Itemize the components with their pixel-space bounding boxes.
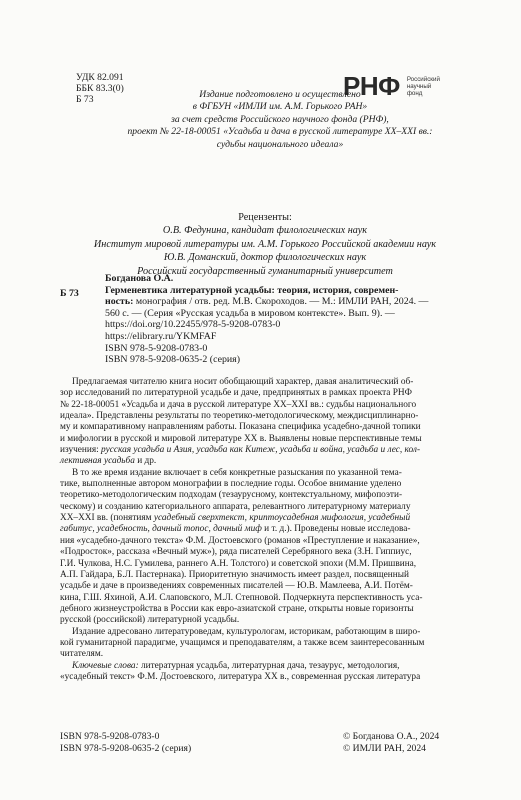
text-run: изучения:: [60, 445, 102, 456]
catalog-code: Б 73: [60, 288, 79, 299]
logo-text-line: научный: [406, 82, 432, 90]
abstract-line: ческому) и созданию категориального аппарата, релевантного литературному материалу: [60, 501, 411, 512]
abstract-line: идеала». Представлены результаты по теоретико-методологическому, междисциплинарно-: [60, 411, 419, 422]
funding-note: [90, 89, 470, 151]
abstract-line: и мифологии в русской и мировой литературе XX в. Выявлены новые перспективные темы: [60, 433, 422, 444]
abstract-line: тике, выполненные автором монографии в последние годы. Особое внимание уделено: [60, 479, 402, 490]
reviewer-line: Ю.В. Доманский, доктор филологических наук: [163, 252, 367, 264]
abstract-line: усадьбе и даче в произведениях современных писателей — Ю.В. Мамлеева, А.И. Потём-: [60, 581, 413, 592]
logo-text-line: фонд: [406, 89, 423, 97]
abstract-line: му и компаративному направлениям работы. Показана специфика усадебно-дачной топики: [60, 422, 421, 433]
abstract-line: Г.И. Чулкова, Н.С. Гумилева, раннего А.Н. Толстого) и советской эпохи (М.М. Пришвина,: [60, 558, 417, 569]
abstract-line: № 22-18-00051 «Усадьба и дача в русской литературе XX–XXI вв.: судьбы национального: [60, 399, 417, 410]
catalog-title-line: Герменевтика литературной усадьбы: теория, история, современ-: [105, 284, 399, 296]
reviewer-line: Российский государственный гуманитарный университет: [137, 265, 393, 277]
copyright-line: © ИМЛИ РАН, 2024: [343, 743, 426, 754]
text-run: и т. д.). Проведены новые исследова-: [261, 524, 411, 535]
catalog-record: [105, 273, 471, 366]
footer-copyright: [343, 731, 439, 755]
copyright-line: © Богданова О.А., 2024: [343, 731, 440, 742]
abstract-line: [60, 456, 471, 467]
logo-text-line: Российский: [406, 75, 440, 83]
abstract: [60, 377, 471, 683]
catalog-title-end: ность:: [105, 296, 134, 308]
catalog-elibrary: https://elibrary.ru/YKMFAF: [105, 330, 217, 342]
reviewer-line: О.В. Федунина, кандидат филологических наук: [162, 225, 368, 237]
abstract-line: кой гуманитарной парадигме, учащимся и преподавателям, а также всем заинтересованным: [60, 637, 425, 648]
catalog-isbn-series: ISBN 978-5-9208-0635-2 (серия): [105, 354, 241, 366]
abstract-line: ния «усадебно-дачного текста» Ф.М. Достоевского (романов «Преступление и наказание»,: [60, 535, 420, 546]
catalog-imprint: монография / отв. ред. М.В. Скороходов. — М.: ИМЛИ РАН, 2024. —: [133, 296, 429, 308]
reviewers-heading: Рецензенты:: [238, 212, 292, 223]
udk-code: УДК 82.091: [76, 72, 124, 83]
catalog-author: Богданова О.А.: [105, 273, 174, 284]
abstract-line: Издание адресовано литературоведам, культурологам, историкам, работающим в широ-: [72, 626, 421, 637]
funding-line: в ФГБУН «ИМЛИ им. А.М. Горького РАН»: [192, 101, 368, 113]
abstract-line: [60, 524, 471, 535]
catalog-isbn: ISBN 978-5-9208-0783-0: [105, 342, 208, 354]
footer-isbn: [60, 731, 191, 755]
abstract-line: читателям.: [60, 649, 104, 660]
author-mark: Б 73: [76, 94, 94, 105]
abstract-line: «Подросток», рассказа «Вечный муж»), ряда писателей Серебряного века (З.Н. Гиппиус,: [60, 547, 412, 558]
abstract-line: [60, 513, 471, 524]
abstract-line: Предлагаемая читателю книга носит обобщающий характер, давая аналитический об-: [72, 377, 414, 387]
text-run: XX–XXI вв. (понятиям: [60, 513, 154, 524]
abstract-line: А.П. Гайдара, Б.Л. Пастернака). Приоритетную значимость имеет раздел, посвященный: [60, 569, 409, 580]
abstract-line: В то же время издание включает в себя конкретные разыскания по указанной тема-: [72, 467, 402, 478]
bbk-code: ББК 83.3(0): [76, 83, 124, 94]
abstract-line: зор исследований по литературной усадьбе и даче, предпринятых в рамках проекта РНФ: [60, 388, 412, 399]
footer-isbn-line: ISBN 978-5-9208-0783-0: [60, 731, 160, 742]
keywords-label: Ключевые слова:: [72, 660, 139, 671]
footer-isbn-line: ISBN 978-5-9208-0635-2 (серия): [60, 743, 192, 754]
abstract-line: теоретико-методологическим подходам (тезаурусному, контекстуальному, мифопоэти-: [60, 490, 403, 501]
rnf-logo-mark: РНФ: [343, 71, 400, 101]
keywords-text: литературная усадьба, литературная дача, тезаурус, методология,: [138, 660, 400, 671]
funding-line: проект № 22-18-00051 «Усадьба и дача в русской литературе XX–XXI вв.:: [127, 126, 433, 138]
abstract-line: дебного жизнеустройства в России как евро-азиатской стране, открыты новые горизонты: [60, 603, 414, 614]
text-run-italic: русская усадьба и Азия, усадьба как Китеж, усадьба и война, усадьба и лес, кол-: [101, 445, 421, 456]
abstract-line: кина, Г.Ш. Яхиной, А.И. Слаповского, М.Л. Степновой. Подчеркнута перспективность уса-: [60, 592, 423, 603]
keywords-line: [60, 661, 471, 672]
funding-line: Издание подготовлено и осуществлено: [199, 89, 361, 100]
catalog-title-line: [105, 296, 471, 308]
text-run-italic: усадебный сверхтекст, криптоусадебная мифология, усадебный: [153, 513, 411, 524]
text-run-italic: лективная усадьба: [60, 456, 135, 467]
text-run-italic: габитус, усадебность, дачный топос, дачный миф: [60, 524, 262, 535]
funding-line: судьбы национального идеала»: [216, 138, 344, 150]
catalog-line: 560 с. — (Серия «Русская усадьба в мировом контексте». Вып. 9). —: [105, 307, 395, 319]
funding-line: за счет средств Российского научного фонда (РНФ),: [171, 113, 389, 125]
abstract-line: [60, 445, 471, 456]
text-run: и др.: [134, 456, 157, 467]
reviewers-block: [60, 211, 470, 278]
catalog-doi: https://doi.org/10.22455/978-5-9208-0783-0: [105, 319, 281, 331]
abstract-line: русской (российской) литературной усадьбы.: [60, 615, 240, 626]
reviewer-line: Институт мировой литературы им. А.М. Горького Российской академии наук: [93, 238, 437, 250]
keywords-line: «усадебный текст» Ф.М. Достоевского, литература XX в., современная русская литература: [60, 671, 421, 682]
